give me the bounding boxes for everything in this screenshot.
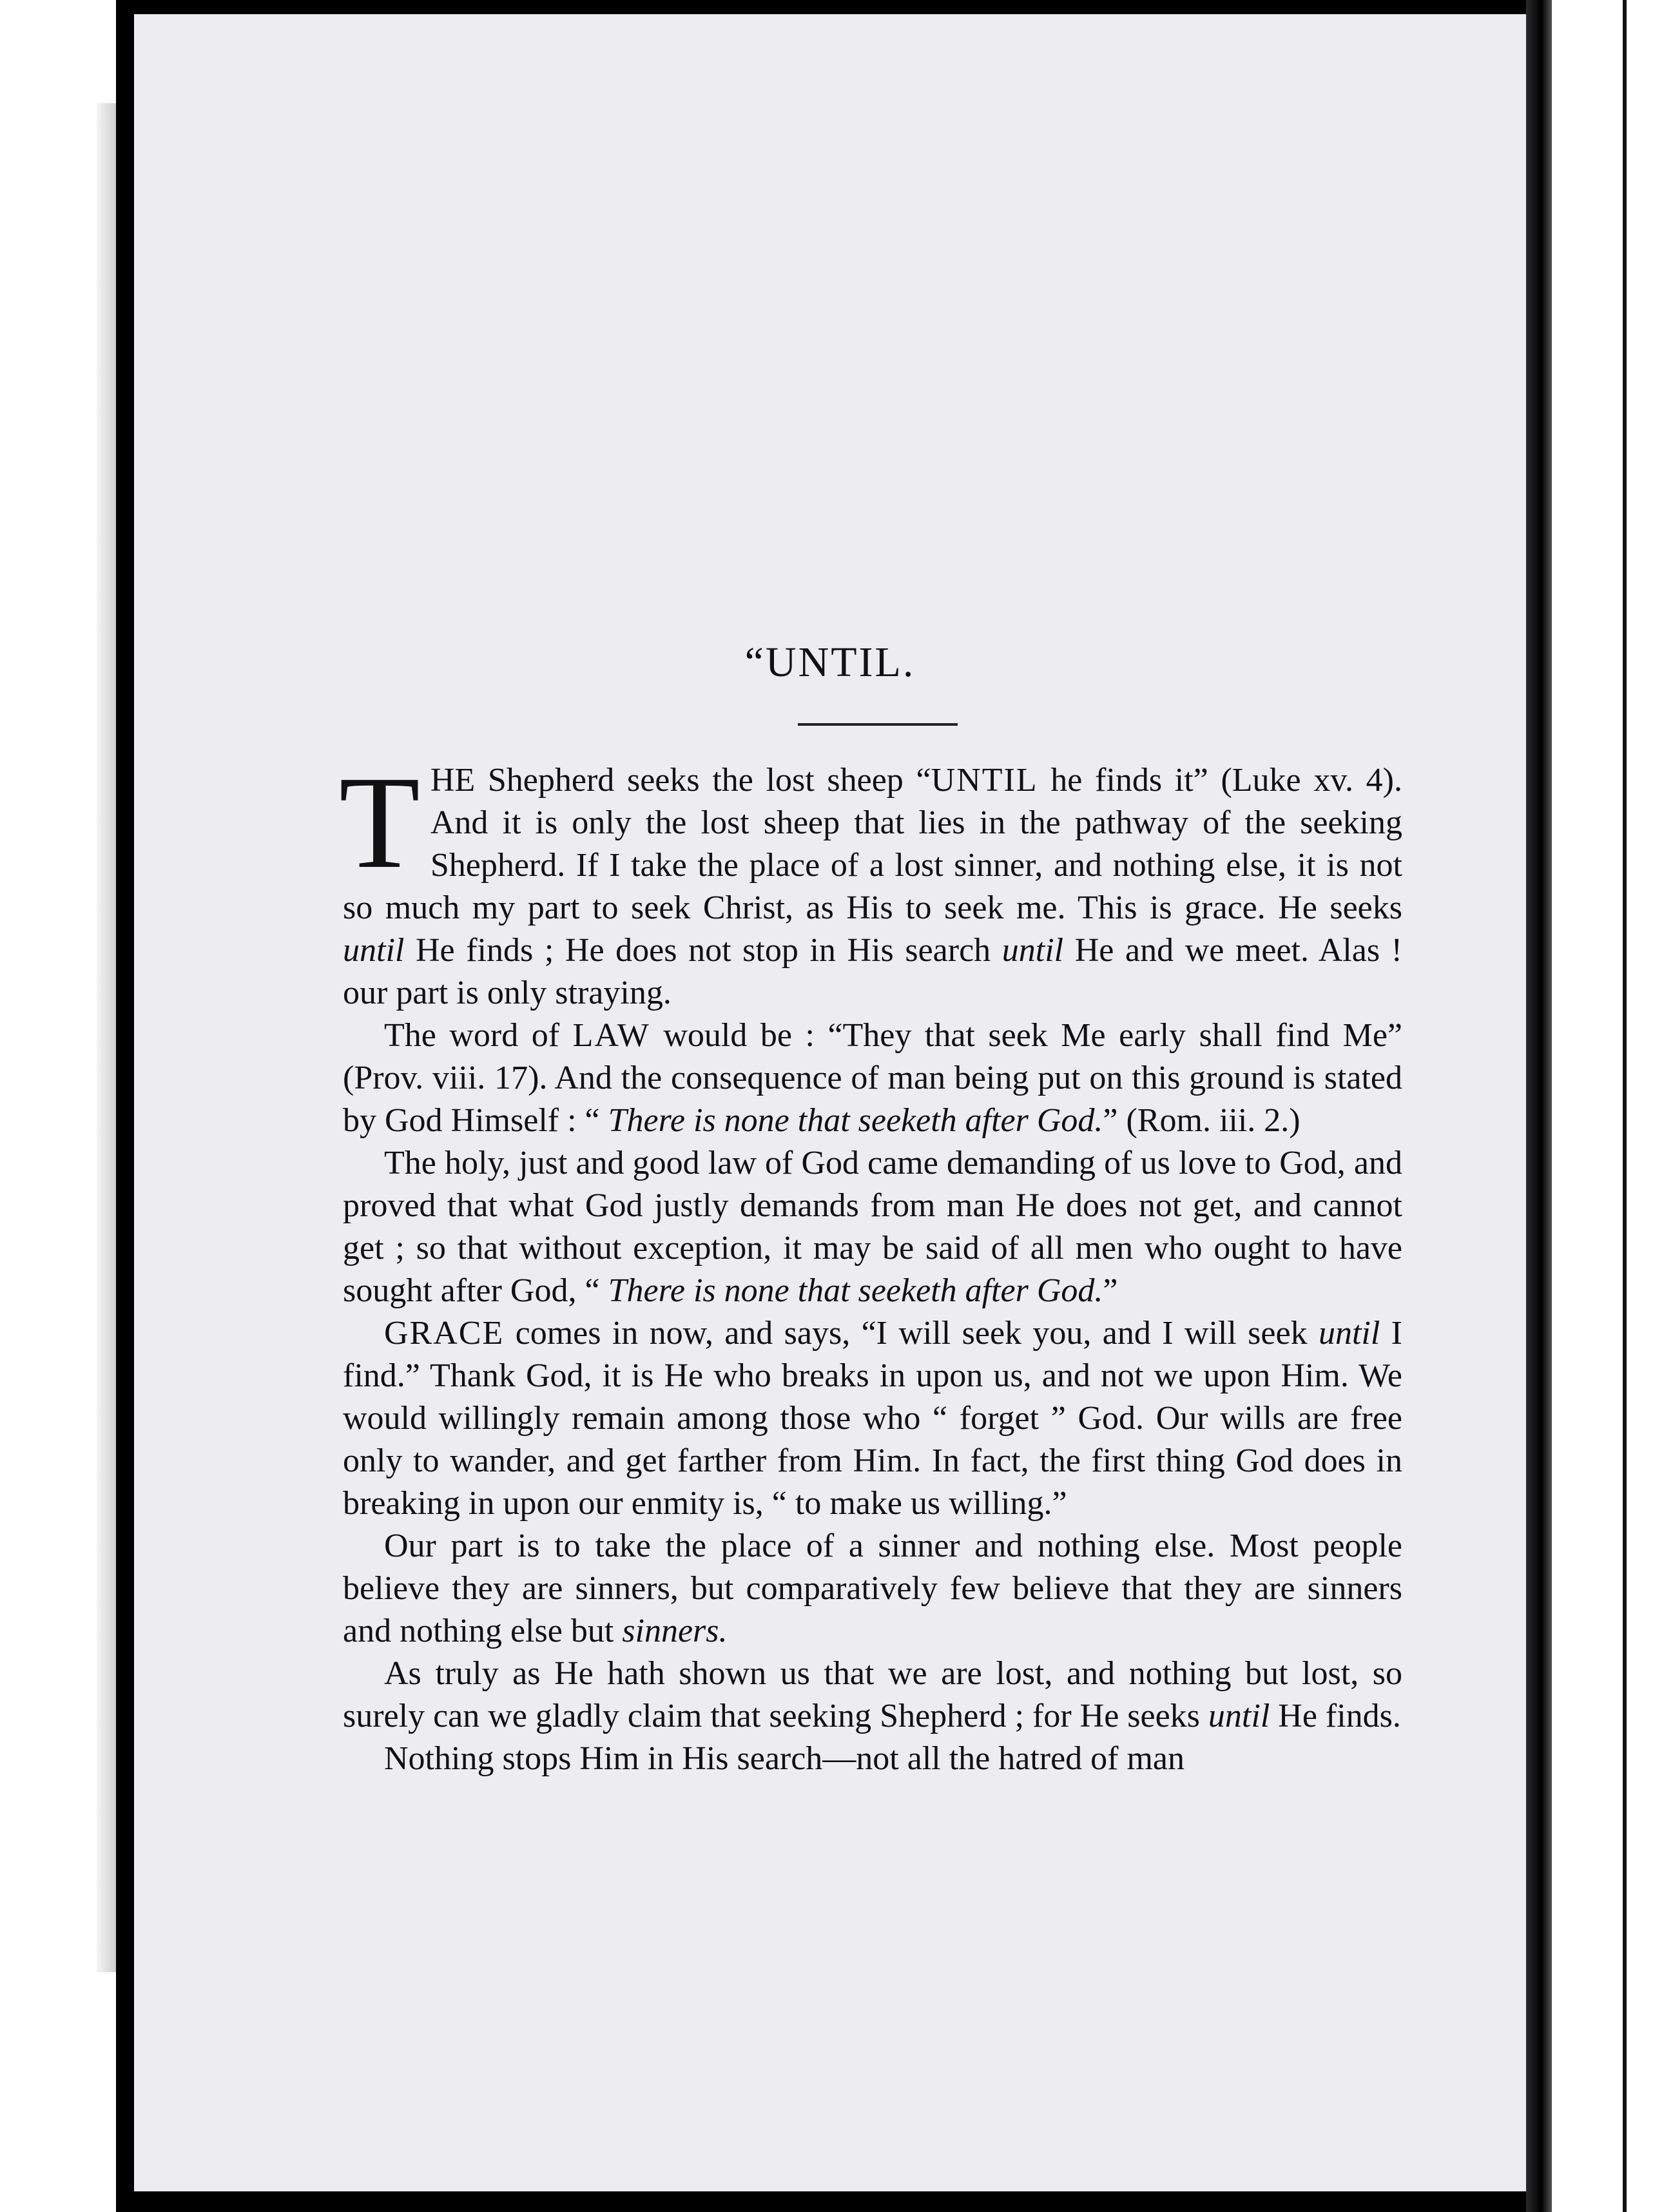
page-right-edge — [1526, 0, 1552, 2212]
italic-quote: There is none that seeketh after God. — [608, 1272, 1103, 1309]
drop-cap: T — [339, 748, 420, 896]
italic-until: until — [343, 932, 405, 969]
paragraph-3: The holy, just and good law of God came demanding of us love to God, and proved that what God justly demands from man He does not get, and cannot get ; so that without exception, it may be said of all men who ought to have sought after God, “ There is none that seeketh after God.” — [343, 1145, 1402, 1309]
italic-sinners: sinners. — [622, 1613, 728, 1649]
paragraph-5: Our part is to take the place of a sinner and nothing else. Most people believe they are sinners, but comparatively few believe that they are sinners and nothing else but sinners. — [343, 1528, 1402, 1649]
italic-until: until — [1001, 932, 1064, 969]
scan-border-right — [1623, 0, 1627, 2212]
title-divider — [798, 723, 958, 726]
scan-border-top — [116, 0, 1547, 14]
page-title: “UNTIL. — [744, 639, 916, 686]
paragraph-4: GRACE comes in now, and says, “I will seek you, and I will seek until I find.” Thank God, it is He who breaks in upon us, and not we upon Him. We would willingly remain among those who “ forget ” God. Our wills are free only to wander, and get farther from Him. In fact, the first thing God does in breaking in upon our enmity is, “ to make us willing.” — [343, 1315, 1402, 1522]
paragraph-6: As truly as He hath shown us that we are lost, and nothing but lost, so surely can we gladly claim that seeking Shepherd ; for He seeks until He finds. — [343, 1655, 1402, 1734]
small-caps-until: UNTIL — [931, 762, 1038, 799]
scan-right-margin — [1552, 0, 1673, 2212]
scan-left-margin — [0, 0, 129, 2212]
small-caps-law: LAW — [572, 1017, 650, 1054]
paragraph-2: The word of LAW would be : “They that seek Me early shall find Me” (Prov. viii. 17). And the consequence of man being put on this ground is stated by God Himself : “ There is none that seeketh after God.” (Rom. iii. 2.) — [343, 1017, 1402, 1139]
italic-quote: There is none that seeketh after God. — [608, 1102, 1103, 1139]
body-text — [339, 748, 1402, 1780]
book-spine-edge — [97, 103, 116, 1972]
small-caps-grace: GRACE — [384, 1315, 505, 1352]
paragraph-7: Nothing stops Him in His search—not all the hatred of man — [384, 1740, 1185, 1777]
paragraph-1: THE Shepherd seeks the lost sheep “UNTIL he finds it” (Luke xv. 4). And it is only the lost sheep that lies in the pathway of the seeking Shepherd. If I take the place of a lost sinner, and nothing else, it is not so much my part to seek Christ, as His to seek me. This is grace. He seeks until He finds ; He does not stop in His search until He and we meet. Alas ! our part is only straying. — [339, 748, 1402, 1011]
scan-border-left — [116, 0, 134, 2212]
italic-until: until — [1318, 1315, 1380, 1352]
scan-border-bottom — [116, 2191, 1560, 2212]
italic-until: until — [1208, 1698, 1270, 1734]
